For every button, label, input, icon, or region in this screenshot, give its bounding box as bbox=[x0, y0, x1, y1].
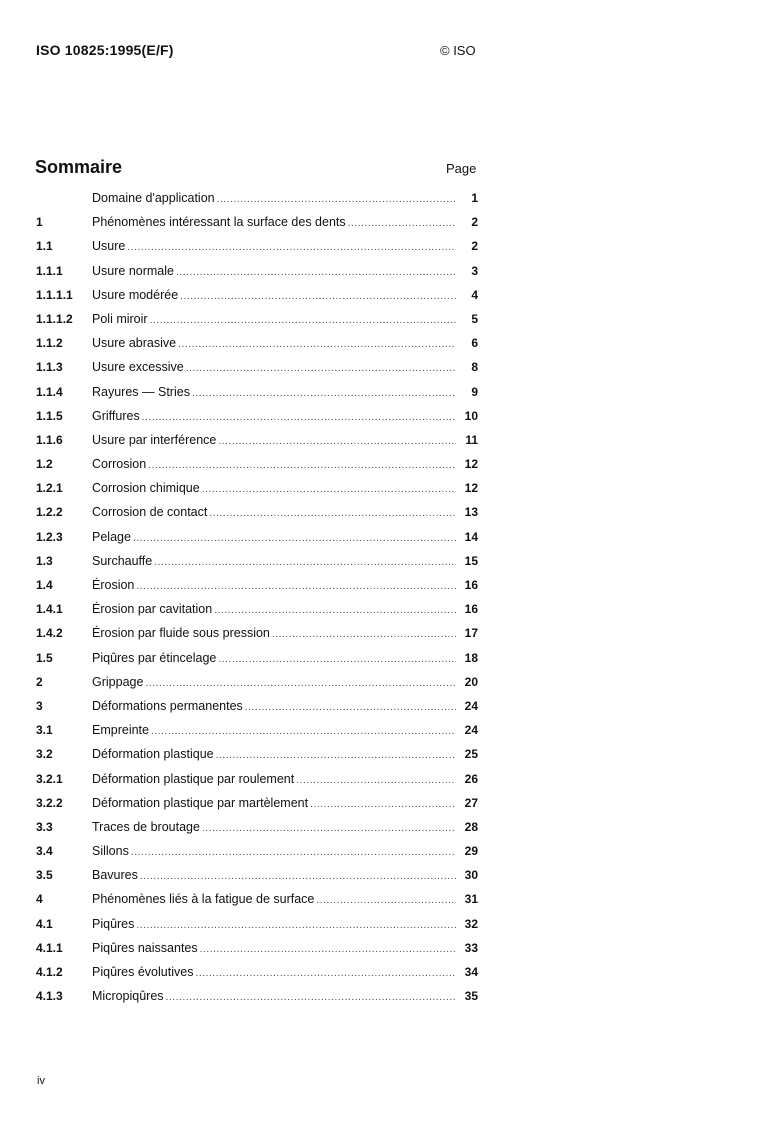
toc-entry-number: 4.1 bbox=[36, 916, 53, 931]
toc-dot-leader bbox=[133, 533, 456, 544]
toc-entry-number: 3.2.1 bbox=[36, 771, 63, 786]
toc-entry-number: 1.2.1 bbox=[36, 481, 63, 496]
toc-dot-leader bbox=[218, 436, 456, 447]
toc-entry-number: 3.2.2 bbox=[36, 795, 63, 810]
toc-entry[interactable] bbox=[36, 723, 478, 747]
toc-entry-number: 1.1.6 bbox=[36, 432, 63, 447]
toc-entry-label: Piqûres évolutives bbox=[92, 965, 194, 979]
toc-entry-label: Traces de broutage bbox=[92, 819, 200, 834]
toc-entry[interactable] bbox=[36, 505, 478, 529]
toc-entry[interactable] bbox=[36, 917, 478, 941]
toc-dot-leader bbox=[216, 750, 456, 761]
toc-dot-leader bbox=[131, 847, 456, 858]
toc-entry-number: 1.3 bbox=[36, 553, 53, 568]
toc-entry-page: 12 bbox=[464, 457, 478, 472]
toc-entry-page: 35 bbox=[464, 989, 478, 1004]
toc-entry-page: 34 bbox=[464, 965, 478, 979]
toc-entry-page: 24 bbox=[464, 723, 478, 738]
toc-entry-number: 3.2 bbox=[36, 747, 53, 762]
toc-entry[interactable] bbox=[36, 772, 478, 796]
toc-dot-leader bbox=[218, 654, 456, 665]
toc-entry-label: Déformation plastique par roulement bbox=[92, 771, 295, 786]
toc-entry[interactable] bbox=[36, 360, 478, 384]
toc-dot-leader bbox=[136, 920, 456, 931]
toc-dot-leader bbox=[176, 267, 456, 278]
toc-entry-page: 27 bbox=[464, 795, 478, 810]
toc-entry-page: 20 bbox=[464, 674, 478, 689]
toc-entry-label: Usure bbox=[92, 239, 126, 254]
toc-entry[interactable] bbox=[36, 530, 478, 554]
toc-entry-page: 5 bbox=[471, 311, 478, 326]
toc-entry-page: 32 bbox=[464, 916, 478, 931]
toc-entry-page: 18 bbox=[464, 650, 478, 665]
toc-entry-label: Corrosion chimique bbox=[92, 481, 200, 496]
toc-dot-leader bbox=[310, 799, 456, 810]
toc-entry-number: 1.1 bbox=[36, 239, 53, 254]
toc-entry[interactable] bbox=[36, 941, 478, 965]
toc-entry-page: 28 bbox=[464, 819, 478, 834]
toc-entry[interactable] bbox=[36, 844, 478, 868]
toc-entry[interactable] bbox=[36, 191, 478, 215]
toc-entry-page: 16 bbox=[464, 578, 478, 592]
toc-dot-leader bbox=[140, 871, 456, 882]
toc-entry[interactable] bbox=[36, 868, 478, 892]
toc-entry-label: Corrosion bbox=[92, 457, 147, 472]
toc-entry-label: Corrosion de contact bbox=[92, 505, 208, 520]
page-number: iv bbox=[37, 1075, 45, 1087]
toc-entry-number: 1.5 bbox=[36, 650, 53, 665]
toc-entry-label: Pelage bbox=[92, 529, 131, 544]
toc-entry-page: 9 bbox=[471, 384, 478, 399]
toc-entry[interactable] bbox=[36, 578, 478, 602]
toc-entry-page: 8 bbox=[471, 360, 478, 375]
toc-entry-page: 25 bbox=[464, 747, 478, 762]
toc-dot-leader bbox=[192, 388, 456, 399]
toc-entry-label: Poli miroir bbox=[92, 311, 148, 326]
toc-entry[interactable] bbox=[36, 457, 478, 481]
toc-dot-leader bbox=[178, 339, 456, 350]
toc-entry-label: Surchauffe bbox=[92, 553, 153, 568]
toc-entry[interactable] bbox=[36, 215, 478, 239]
toc-dot-leader bbox=[154, 557, 456, 568]
toc-entry-label: Déformation plastique bbox=[92, 747, 214, 762]
toc-entry-label: Phénomènes intéressant la surface des dents bbox=[92, 215, 346, 230]
toc-entry[interactable] bbox=[36, 651, 478, 675]
toc-entry-label: Piqûres bbox=[92, 916, 135, 931]
toc-entry[interactable] bbox=[36, 239, 478, 263]
toc-dot-leader bbox=[151, 726, 456, 737]
page-column-label: Page bbox=[446, 161, 477, 176]
toc-dot-leader bbox=[186, 363, 456, 374]
toc-dot-leader bbox=[166, 992, 456, 1003]
toc-entry-page: 15 bbox=[464, 553, 478, 568]
toc-entry-number: 3.1 bbox=[36, 723, 53, 738]
document-standard-id: ISO 10825:1995(E/F) bbox=[36, 42, 174, 58]
toc-entry-number: 3.3 bbox=[36, 819, 53, 834]
toc-title: Sommaire bbox=[35, 157, 123, 177]
toc-entry-page: 2 bbox=[471, 215, 478, 230]
toc-entry-number: 1.4 bbox=[36, 578, 53, 592]
toc-entry-number: 1.4.1 bbox=[36, 602, 63, 617]
toc-entry[interactable] bbox=[36, 699, 478, 723]
toc-entry-page: 4 bbox=[471, 287, 478, 302]
toc-entry-number: 4.1.3 bbox=[36, 989, 63, 1004]
toc-entry[interactable] bbox=[36, 264, 478, 288]
toc-entry-label: Déformation plastique par martèlement bbox=[92, 795, 309, 810]
toc-dot-leader bbox=[202, 823, 456, 834]
toc-entry[interactable] bbox=[36, 965, 478, 989]
toc-dot-leader bbox=[200, 944, 456, 955]
toc-entry-page: 12 bbox=[464, 481, 478, 496]
toc-entry[interactable] bbox=[36, 433, 478, 457]
toc-entry-label: Phénomènes liés à la fatigue de surface bbox=[92, 892, 315, 907]
toc-dot-leader bbox=[214, 605, 456, 616]
toc-dot-leader bbox=[136, 581, 456, 592]
toc-entry-label: Rayures — Stries bbox=[92, 384, 190, 399]
toc-dot-leader bbox=[209, 508, 456, 519]
toc-entry-page: 24 bbox=[464, 698, 478, 713]
toc-dot-leader bbox=[217, 194, 456, 205]
toc-entry-label: Érosion par fluide sous pression bbox=[92, 626, 270, 641]
toc-entry-page: 33 bbox=[464, 940, 478, 955]
toc-entry-label: Piqûres par étincelage bbox=[92, 650, 217, 665]
toc-entry-number: 1.1.3 bbox=[36, 360, 63, 375]
copyright-notice: © ISO bbox=[440, 43, 476, 58]
toc-entry[interactable] bbox=[36, 385, 478, 409]
toc-entry[interactable] bbox=[36, 820, 478, 844]
toc-entry-page: 16 bbox=[464, 602, 478, 617]
toc-entry-number: 1.4.2 bbox=[36, 626, 63, 641]
toc-entry-page: 11 bbox=[465, 432, 478, 447]
toc-entry-number: 1.1.1.2 bbox=[36, 311, 73, 326]
toc-dot-leader bbox=[145, 678, 456, 689]
toc-entry[interactable] bbox=[36, 481, 478, 505]
toc-entry-number: 4.1.2 bbox=[36, 965, 63, 979]
toc-entry-label: Sillons bbox=[92, 844, 129, 859]
toc-entry[interactable] bbox=[36, 626, 478, 650]
toc-entry-label: Usure abrasive bbox=[92, 336, 177, 351]
toc-entry-label: Usure modérée bbox=[92, 287, 179, 302]
toc-entry[interactable] bbox=[36, 892, 478, 916]
toc-entry-page: 2 bbox=[471, 239, 478, 254]
toc-entry-number: 1 bbox=[36, 215, 43, 230]
toc-entry-label: Déformations permanentes bbox=[92, 698, 243, 713]
toc-entry-number: 1.2.3 bbox=[36, 529, 63, 544]
toc-entry-label: Micropiqûres bbox=[92, 989, 164, 1004]
toc-dot-leader bbox=[296, 775, 456, 786]
toc-entry-label: Érosion par cavitation bbox=[92, 602, 213, 617]
toc-entry-number: 1.1.4 bbox=[36, 384, 63, 399]
toc-dot-leader bbox=[127, 242, 456, 253]
toc-dot-leader bbox=[245, 702, 456, 713]
toc-dot-leader bbox=[202, 484, 456, 495]
toc-entry-number: 3.5 bbox=[36, 868, 53, 883]
toc-entry-number: 1.1.1 bbox=[36, 263, 63, 278]
toc-entry[interactable] bbox=[36, 747, 478, 771]
toc-entry-page: 10 bbox=[464, 408, 478, 423]
toc-entry-page: 30 bbox=[464, 868, 478, 883]
toc-entry[interactable] bbox=[36, 312, 478, 336]
toc-dot-leader bbox=[348, 218, 456, 229]
toc-entry-number: 4.1.1 bbox=[36, 940, 63, 955]
toc-dot-leader bbox=[195, 968, 456, 979]
toc-entry-page: 1 bbox=[471, 191, 478, 205]
toc-entry-page: 13 bbox=[464, 505, 478, 520]
toc-entry[interactable] bbox=[36, 796, 478, 820]
toc-entry-label: Empreinte bbox=[92, 723, 149, 738]
toc-dot-leader bbox=[142, 412, 456, 423]
toc-entry-number: 1.1.1.1 bbox=[36, 287, 73, 302]
toc-entry-page: 26 bbox=[464, 771, 478, 786]
toc-entry-label: Usure normale bbox=[92, 263, 174, 278]
toc-entry-label: Bavures bbox=[92, 868, 138, 883]
toc-dot-leader bbox=[148, 460, 456, 471]
toc-entry[interactable] bbox=[36, 675, 478, 699]
toc-entry-page: 14 bbox=[464, 529, 478, 544]
toc-entry-number: 4 bbox=[36, 892, 43, 907]
toc-entry-label: Piqûres naissantes bbox=[92, 940, 198, 955]
toc-entry-number: 1.2 bbox=[36, 457, 53, 472]
toc-dot-leader bbox=[150, 315, 456, 326]
toc-entry[interactable] bbox=[36, 409, 478, 433]
toc-entry-number: 1.1.5 bbox=[36, 408, 63, 423]
toc-entry-number: 2 bbox=[36, 674, 43, 689]
toc-entry-label: Domaine d'application bbox=[92, 191, 215, 205]
toc-entry-page: 3 bbox=[471, 263, 478, 278]
toc-entry[interactable] bbox=[36, 602, 478, 626]
toc-entry[interactable] bbox=[36, 989, 478, 1013]
toc-entry[interactable] bbox=[36, 336, 478, 360]
toc-entry-number: 1.1.2 bbox=[36, 336, 63, 351]
toc-entry-page: 29 bbox=[464, 844, 478, 859]
toc-dot-leader bbox=[180, 291, 456, 302]
toc-entry-number: 1.2.2 bbox=[36, 505, 63, 520]
toc-entry-number: 3 bbox=[36, 698, 43, 713]
toc-entry[interactable] bbox=[36, 288, 478, 312]
toc-entry[interactable] bbox=[36, 554, 478, 578]
toc-dot-leader bbox=[316, 895, 456, 906]
toc-entry-label: Grippage bbox=[92, 674, 144, 689]
toc-entry-label: Usure excessive bbox=[92, 360, 184, 375]
toc-entry-number: 3.4 bbox=[36, 844, 53, 859]
toc-entry-page: 31 bbox=[464, 892, 478, 907]
table-of-contents bbox=[36, 191, 478, 1013]
toc-entry-label: Érosion bbox=[92, 578, 135, 592]
toc-entry-label: Griffures bbox=[92, 408, 140, 423]
toc-entry-label: Usure par interférence bbox=[92, 432, 217, 447]
toc-entry-page: 6 bbox=[471, 336, 478, 351]
toc-dot-leader bbox=[272, 629, 456, 640]
toc-entry-page: 17 bbox=[464, 626, 478, 641]
